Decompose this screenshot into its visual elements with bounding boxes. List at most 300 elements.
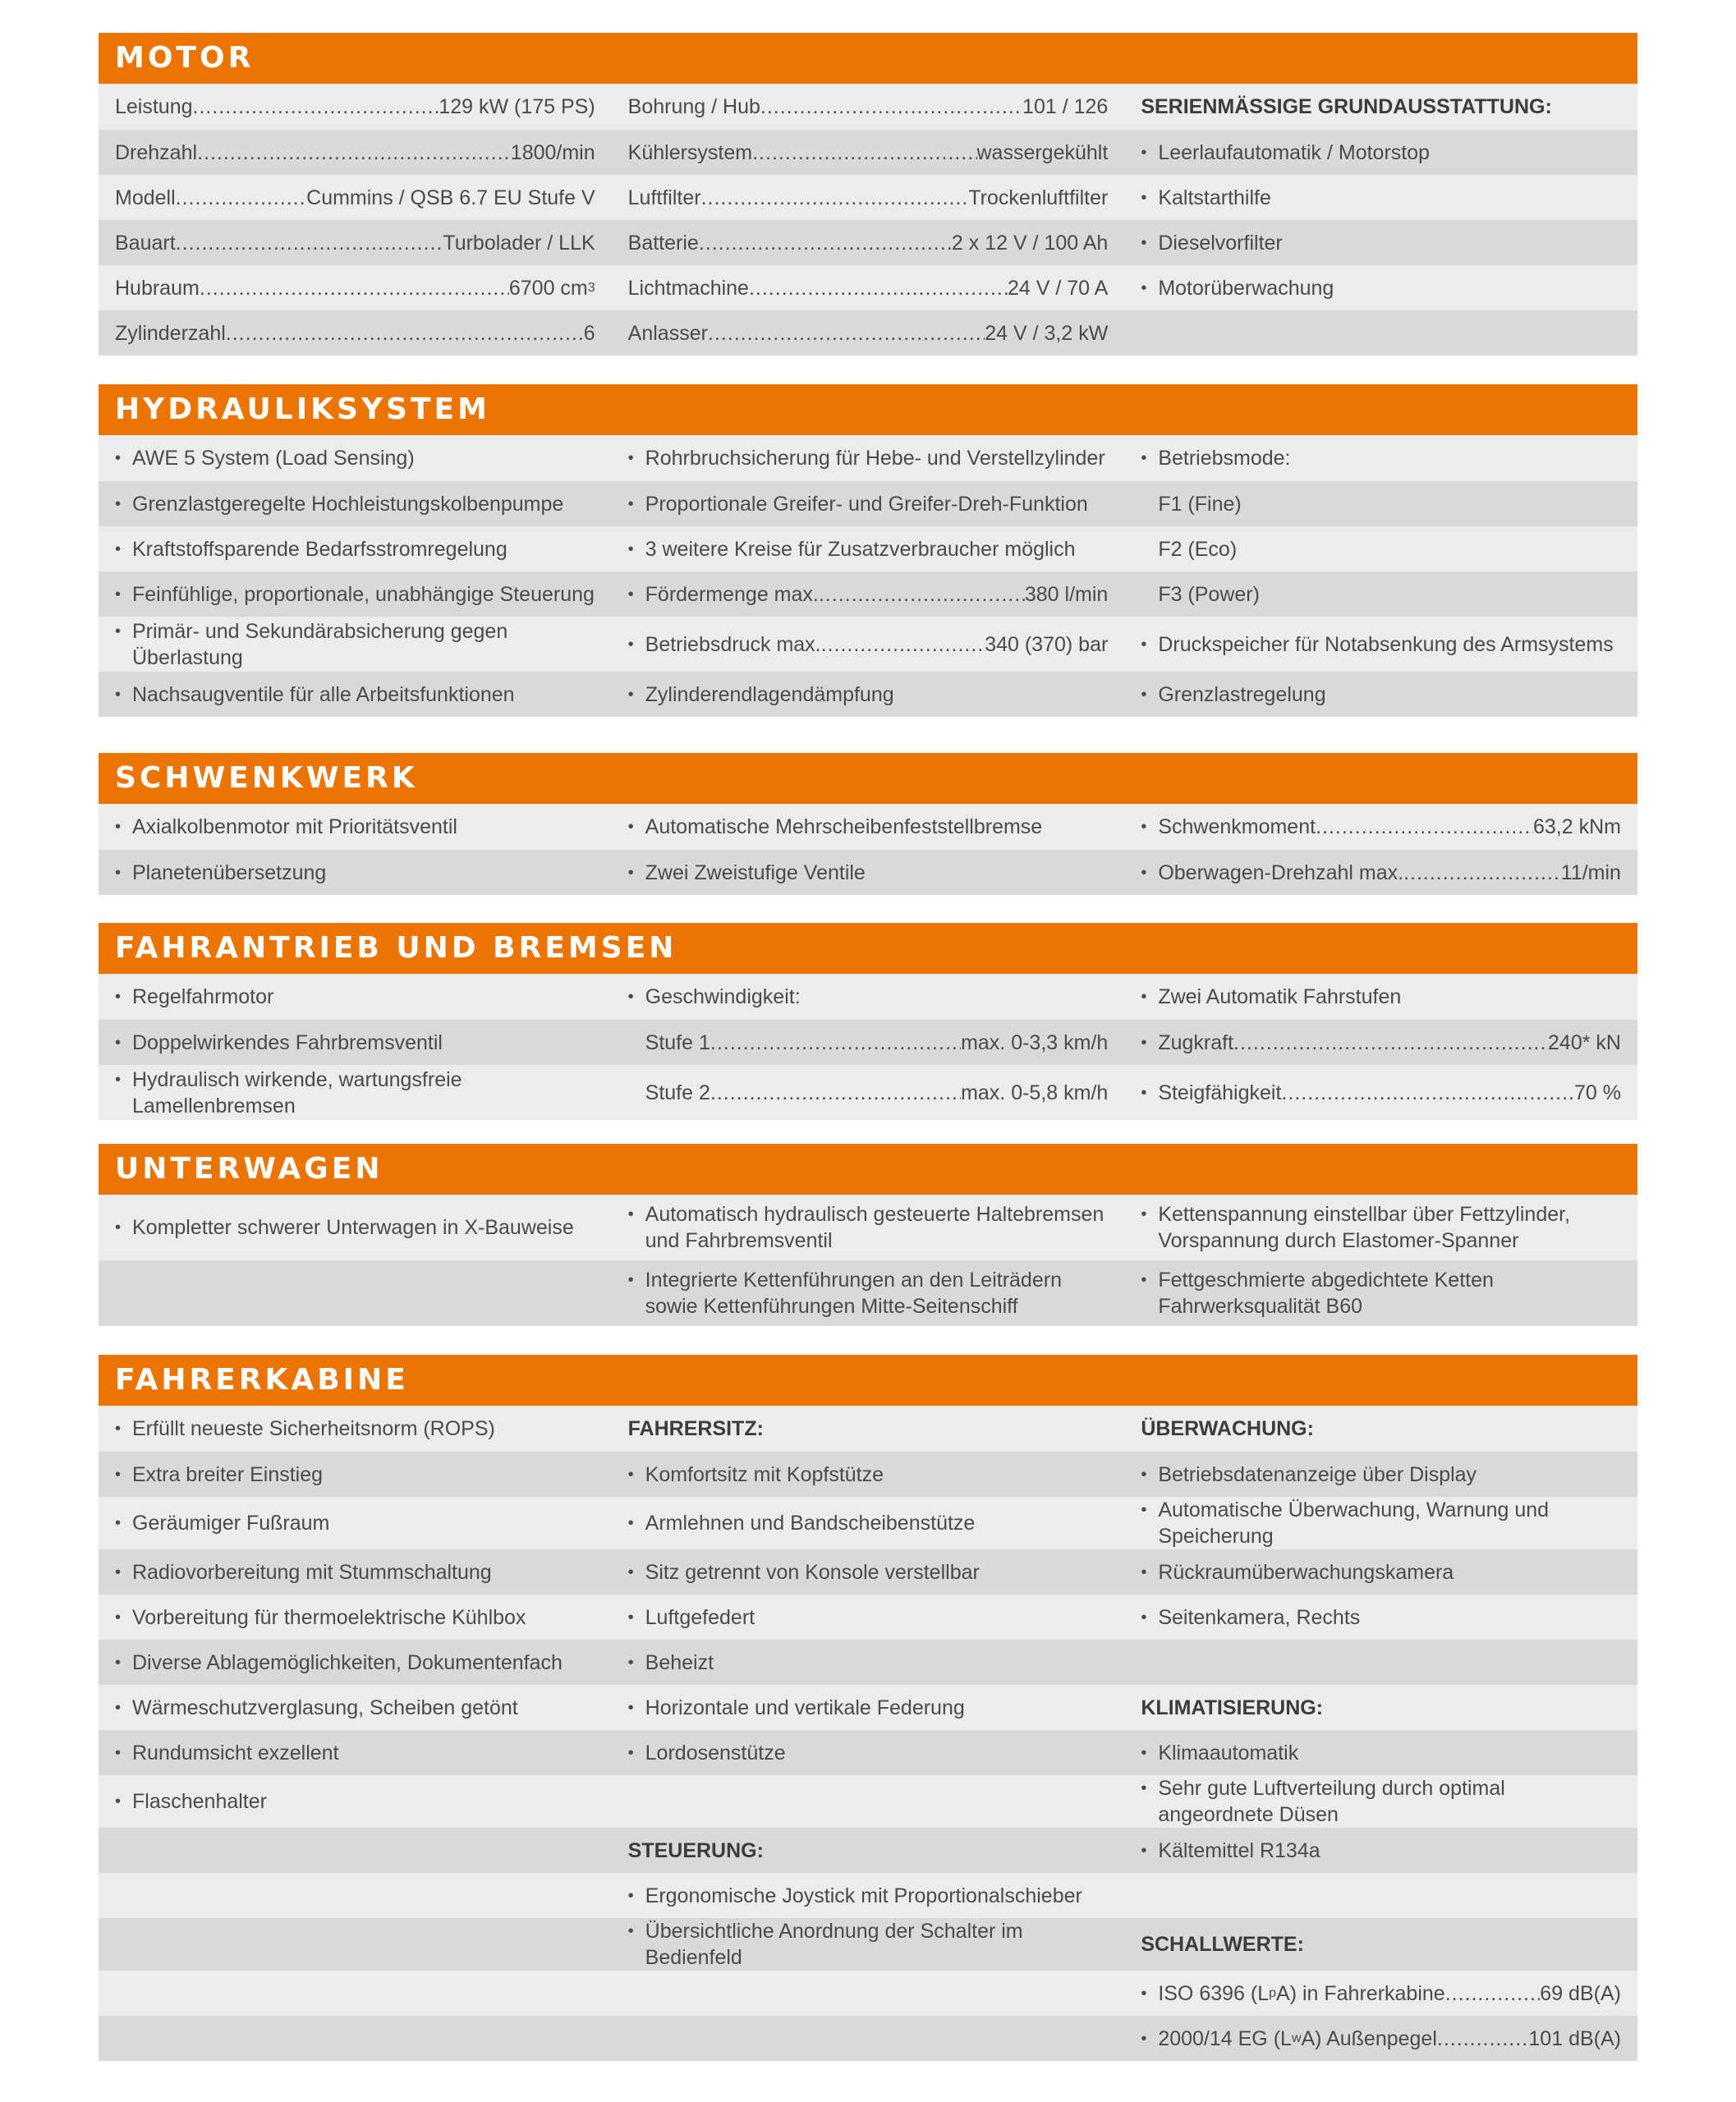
dot-leader	[1281, 1080, 1574, 1106]
spec-text: 129 kW (175 PS)	[439, 95, 595, 118]
spec-text: 70 %	[1573, 1081, 1621, 1104]
spec-text: Extra breiter Einstieg	[132, 1462, 324, 1486]
spec-text: Luftfilter	[627, 186, 701, 209]
table-cell	[1124, 1971, 1637, 2016]
list-item	[628, 445, 1109, 471]
dot-leader	[749, 275, 1008, 301]
spec-text: Dieselvorfilter	[1158, 231, 1283, 255]
table-cell	[612, 435, 1125, 481]
bullet-icon: •	[115, 449, 122, 467]
spec-pair	[115, 230, 595, 256]
bullet-icon: •	[627, 1653, 634, 1672]
spec-text: 101 / 126	[1022, 95, 1109, 118]
spec-text: Diverse Ablagemöglichkeiten, Dokumentenfach	[132, 1650, 563, 1674]
bullet-icon: •	[627, 1514, 634, 1532]
spec-pair	[628, 581, 1109, 608]
bullet-icon: •	[627, 1271, 634, 1289]
spec-text: Anlasser	[627, 321, 708, 345]
spec-text: Doppelwirkendes Fahrbremsventil	[132, 1030, 443, 1054]
table-cell	[99, 526, 612, 571]
table-cell	[612, 481, 1125, 526]
bullet-icon: •	[627, 988, 634, 1006]
table-row	[99, 435, 1637, 481]
spec-text: Klimaautomatik	[1158, 1741, 1299, 1765]
table-cell	[99, 1065, 612, 1120]
table-row	[99, 1685, 1637, 1730]
bullet-icon: •	[115, 988, 122, 1006]
table-cell	[1124, 1873, 1637, 1918]
spec-text: Wärmeschutzverglasung, Scheiben getönt	[132, 1696, 518, 1719]
column-heading: SCHALLWERTE:	[1141, 1933, 1304, 1956]
table-cell	[1124, 850, 1637, 895]
list-item	[115, 1788, 595, 1815]
spec-pair	[628, 94, 1109, 120]
list-item	[115, 491, 595, 517]
table-row	[99, 1918, 1637, 1971]
spec-pair	[628, 275, 1109, 301]
spec-text: Radiovorbereitung mit Stummschaltung	[132, 1560, 492, 1584]
bullet-icon: •	[115, 1653, 122, 1672]
section-fahrerkabine	[99, 1355, 1637, 2061]
column-heading: ÜBERWACHUNG:	[1141, 1417, 1314, 1440]
spec-text: 340 (370) bar	[985, 632, 1109, 656]
bullet-icon: •	[1141, 1501, 1147, 1519]
table-cell	[99, 1452, 612, 1497]
table-cell	[99, 1640, 612, 1685]
section-fahrantrieb	[99, 923, 1637, 1120]
table-cell	[1124, 974, 1637, 1020]
table-cell: F1 (Fine)	[1158, 492, 1242, 516]
spec-pair	[115, 320, 595, 347]
table-row	[99, 672, 1637, 717]
list-item	[115, 1740, 595, 1766]
spec-pair	[1141, 814, 1621, 840]
spec-text: Bohrung / Hub	[627, 95, 760, 118]
table-cell	[612, 1452, 1125, 1497]
table-cell	[612, 1873, 1125, 1918]
section-title: MOTOR	[99, 33, 1637, 84]
bullet-icon: •	[115, 539, 122, 558]
spec-text: Flaschenhalter	[132, 1790, 267, 1813]
spec-text: 3 weitere Kreise für Zusatzverbraucher möglich	[645, 537, 1076, 561]
spec-text: max. 0-3,3 km/h	[961, 1030, 1109, 1054]
bullet-icon: •	[1141, 1779, 1147, 1797]
table-cell	[612, 220, 1125, 265]
dot-leader	[1233, 1030, 1548, 1056]
table-cell: F3 (Power)	[1158, 582, 1260, 606]
table-row	[99, 1452, 1637, 1497]
table-cell	[99, 617, 612, 672]
spec-text: Drehzahl	[115, 140, 198, 164]
spec-text: AWE 5 System (Load Sensing)	[132, 447, 415, 470]
dot-leader	[1437, 2026, 1529, 2052]
table-row	[99, 571, 1637, 617]
table-row	[99, 1549, 1637, 1595]
spec-pair	[115, 185, 595, 211]
spec-text: Axialkolbenmotor mit Prioritätsventil	[132, 815, 457, 838]
dot-leader	[1445, 1980, 1541, 2007]
table-row	[99, 1260, 1637, 1326]
spec-text: Grenzlastregelung	[1158, 682, 1326, 706]
list-item	[115, 814, 595, 840]
bullet-icon: •	[1141, 233, 1147, 252]
list-item	[628, 814, 1109, 840]
bullet-icon: •	[115, 622, 122, 640]
table-row	[99, 1065, 1637, 1120]
table-row	[99, 1775, 1637, 1828]
table-cell	[1124, 220, 1637, 265]
table-cell	[612, 850, 1125, 895]
spec-text: Zylinderendlagendämpfung	[645, 682, 894, 706]
bullet-icon: •	[1141, 278, 1147, 297]
bullet-icon: •	[115, 1219, 122, 1237]
list-item	[628, 984, 1109, 1010]
list-item	[1141, 631, 1621, 658]
section-hydraulik	[99, 384, 1637, 717]
bullet-icon: •	[115, 1070, 122, 1089]
dot-leader	[193, 94, 439, 120]
spec-text: 1800/min	[510, 140, 595, 164]
spec-text: Zylinderzahl	[115, 321, 226, 345]
table-cell	[99, 974, 612, 1020]
column-heading: SERIENMÄSSIGE GRUNDAUSSTATTUNG:	[1141, 95, 1552, 118]
spec-text: 11/min	[1560, 861, 1621, 884]
table-row	[99, 1406, 1637, 1452]
table-cell	[99, 1918, 612, 1971]
spec-text: Geräumiger Fußraum	[132, 1512, 330, 1535]
table-cell	[1124, 1595, 1637, 1640]
spec-text: 3	[587, 280, 595, 295]
list-item	[115, 860, 595, 886]
bullet-icon: •	[1141, 1841, 1147, 1860]
spec-text: A) Außenpegel	[1301, 2026, 1437, 2050]
table-row	[99, 1971, 1637, 2016]
table-cell	[1124, 1497, 1637, 1549]
table-cell	[99, 850, 612, 895]
table-cell	[1124, 1195, 1637, 1260]
table-cell	[612, 1640, 1125, 1685]
table-cell	[612, 130, 1125, 175]
spec-text: Stufe 1	[645, 1030, 710, 1054]
spec-pair	[645, 1080, 1109, 1106]
spec-text: Integrierte Kettenführungen an den Leiträdern sowie Kettenführungen Mitte-Seitenschiff	[645, 1269, 1062, 1318]
list-item	[628, 1510, 1109, 1536]
dot-leader	[200, 275, 509, 301]
table-cell	[1124, 1549, 1637, 1595]
table-cell	[1124, 175, 1637, 220]
bullet-icon: •	[1141, 988, 1147, 1006]
table-cell	[99, 1775, 612, 1828]
column-heading: KLIMATISIERUNG:	[1141, 1696, 1324, 1719]
table-cell	[99, 1195, 612, 1260]
table-cell	[99, 1730, 612, 1775]
spec-text: Kältemittel R134a	[1158, 1838, 1320, 1862]
spec-text: Bauart	[115, 231, 176, 255]
table-cell	[612, 1260, 1125, 1326]
table-cell	[1124, 617, 1637, 672]
spec-text: Cummins / QSB 6.7 EU Stufe V	[306, 186, 595, 209]
table-cell	[612, 265, 1125, 310]
dot-leader	[226, 320, 584, 347]
table-row	[99, 617, 1637, 672]
bullet-icon: •	[627, 635, 634, 654]
table-cell	[99, 1549, 612, 1595]
spec-text: Zwei Zweistufige Ventile	[645, 861, 866, 884]
list-item	[115, 682, 595, 708]
list-item	[1141, 984, 1621, 1010]
spec-text: Steigfähigkeit	[1158, 1081, 1282, 1104]
spec-text: Modell	[115, 186, 176, 209]
table-cell	[612, 2016, 1125, 2061]
bullet-icon: •	[1141, 1563, 1147, 1581]
bullet-icon: •	[115, 1792, 122, 1811]
dot-leader	[821, 631, 985, 658]
dot-leader	[1316, 814, 1533, 840]
bullet-icon: •	[115, 1743, 122, 1762]
spec-text: p	[1269, 1985, 1277, 2000]
spec-text: Rohrbruchsicherung für Hebe- und Verstellzylinder	[645, 447, 1105, 470]
list-item	[115, 618, 595, 671]
bullet-icon: •	[627, 818, 634, 836]
table-cell	[1124, 1775, 1637, 1828]
bullet-icon: •	[115, 494, 122, 513]
spec-text: 240* kN	[1548, 1030, 1621, 1054]
table-cell	[612, 1971, 1125, 2016]
spec-text: Grenzlastgeregelte Hochleistungskolbenpumpe	[132, 492, 564, 516]
dot-leader	[176, 185, 306, 211]
list-item	[115, 445, 595, 471]
spec-text: Schwenkmoment	[1158, 815, 1316, 838]
table-cell	[612, 1497, 1125, 1549]
table-row	[99, 1020, 1637, 1065]
table-cell	[99, 1873, 612, 1918]
dot-leader	[819, 581, 1025, 608]
list-item	[115, 1510, 595, 1536]
spec-text: Hubraum	[115, 276, 200, 300]
list-item	[628, 682, 1109, 708]
section-schwenkwerk	[99, 753, 1637, 895]
spec-text: 101 dB(A)	[1528, 2026, 1621, 2050]
spec-text: Armlehnen und Bandscheibenstütze	[645, 1512, 976, 1535]
spec-text: Druckspeicher für Notabsenkung des Armsystems	[1158, 632, 1614, 656]
table-cell	[99, 571, 612, 617]
spec-pair	[1141, 1080, 1621, 1106]
table-cell: F2 (Eco)	[1158, 537, 1238, 561]
section-title: FAHRERKABINE	[99, 1355, 1637, 1406]
spec-text: Turbolader / LLK	[443, 231, 595, 255]
list-item	[1141, 1775, 1621, 1828]
bullet-icon: •	[115, 1420, 122, 1438]
table-row	[99, 175, 1637, 220]
bullet-icon: •	[1141, 818, 1147, 836]
bullet-icon: •	[627, 539, 634, 558]
spec-text: Betriebsdruck max.	[645, 632, 821, 656]
table-cell	[1124, 1730, 1637, 1775]
list-item	[115, 1695, 595, 1721]
list-item	[628, 1604, 1109, 1631]
spec-text: Lordosenstütze	[645, 1741, 786, 1765]
list-item	[115, 536, 595, 562]
bullet-icon: •	[115, 1698, 122, 1717]
list-item	[628, 491, 1109, 517]
table-row	[99, 220, 1637, 265]
table-cell	[612, 310, 1125, 356]
bullet-icon: •	[627, 1465, 634, 1484]
bullet-icon: •	[115, 1608, 122, 1627]
table-cell	[612, 526, 1125, 571]
section-unterwagen	[99, 1144, 1637, 1326]
table-row	[99, 804, 1637, 850]
table-cell	[1124, 1065, 1637, 1120]
list-item	[628, 1267, 1109, 1319]
list-item	[628, 1918, 1109, 1971]
spec-text: Oberwagen-Drehzahl max.	[1158, 861, 1404, 884]
bullet-icon: •	[627, 1698, 634, 1717]
list-item	[628, 1462, 1109, 1488]
list-item	[1141, 230, 1621, 256]
spec-text: 6	[583, 321, 595, 345]
bullet-icon: •	[115, 585, 122, 604]
spec-text: Kaltstarthilfe	[1158, 186, 1271, 209]
table-cell	[612, 804, 1125, 850]
spec-text: w	[1291, 2031, 1302, 2045]
spec-text: Sitz getrennt von Konsole verstellbar	[645, 1560, 980, 1584]
list-item	[1141, 1462, 1621, 1488]
spec-pair	[1141, 1980, 1621, 2007]
table-cell	[612, 84, 1125, 130]
table-cell	[99, 1020, 612, 1065]
table-cell	[1124, 1260, 1637, 1326]
list-item	[1141, 1497, 1621, 1549]
list-item	[1141, 275, 1621, 301]
spec-pair	[115, 140, 595, 166]
bullet-icon: •	[1141, 1743, 1147, 1762]
table-row	[99, 481, 1637, 526]
spec-text: Sehr gute Luftverteilung durch optimal angeordnete Düsen	[1158, 1777, 1505, 1826]
table-cell	[1124, 310, 1637, 356]
table-row	[99, 850, 1637, 895]
spec-text: Kettenspannung einstellbar über Fettzylinder, Vorspannung durch Elastomer-Spanner	[1158, 1203, 1571, 1252]
dot-leader	[760, 94, 1022, 120]
table-cell	[99, 2016, 612, 2061]
table-cell	[99, 672, 612, 717]
list-item	[1141, 445, 1621, 471]
table-row	[99, 1828, 1637, 1873]
table-cell	[99, 435, 612, 481]
table-row	[99, 310, 1637, 356]
table-cell	[99, 1406, 612, 1452]
spec-pair	[115, 94, 595, 120]
spec-text: Übersichtliche Anordnung der Schalter im Bedienfeld	[645, 1920, 1023, 1969]
spec-text: Seitenkamera, Rechts	[1158, 1605, 1361, 1629]
table-cell	[99, 804, 612, 850]
bullet-icon: •	[1141, 1984, 1147, 2003]
list-item	[115, 1214, 595, 1241]
table-cell	[99, 481, 612, 526]
list-item	[1141, 1559, 1621, 1586]
spec-text: 63,2 kNm	[1532, 815, 1621, 838]
table-cell	[1124, 672, 1637, 717]
spec-text: Leerlaufautomatik / Motorstop	[1158, 140, 1431, 164]
spec-pair	[628, 631, 1109, 658]
bullet-icon: •	[1141, 1205, 1147, 1223]
table-cell	[1124, 1452, 1637, 1497]
table-cell	[99, 1685, 612, 1730]
bullet-icon: •	[115, 685, 122, 704]
spec-text: Komfortsitz mit Kopfstütze	[645, 1462, 884, 1486]
spec-text: Fördermenge max.	[645, 582, 819, 606]
section-title: UNTERWAGEN	[99, 1144, 1637, 1195]
spec-text: Primär- und Sekundärabsicherung gegen Überlastung	[132, 619, 508, 669]
table-row	[99, 1195, 1637, 1260]
table-cell	[612, 672, 1125, 717]
spec-text: Batterie	[627, 231, 699, 255]
list-item	[1141, 140, 1621, 166]
list-item	[115, 581, 595, 608]
spec-text: Nachsaugventile für alle Arbeitsfunktionen	[132, 682, 515, 706]
dot-leader	[699, 230, 952, 256]
table-cell	[1124, 435, 1637, 481]
table-cell	[1124, 2016, 1637, 2061]
spec-text: 2 x 12 V / 100 Ah	[951, 231, 1109, 255]
list-item	[628, 1201, 1109, 1254]
table-cell	[99, 220, 612, 265]
dot-leader	[752, 140, 976, 166]
spec-text: Kühlersystem	[627, 140, 753, 164]
dot-leader	[701, 185, 969, 211]
column-heading: FAHRERSITZ:	[627, 1417, 764, 1440]
list-item	[628, 1650, 1109, 1676]
spec-text: Rundumsicht exzellent	[132, 1741, 339, 1765]
table-cell	[99, 1260, 612, 1326]
bullet-icon: •	[1141, 1608, 1147, 1627]
dot-leader	[197, 140, 511, 166]
table-cell	[612, 1775, 1125, 1828]
spec-text: Betriebsmode:	[1158, 447, 1291, 470]
table-cell	[612, 1549, 1125, 1595]
list-item	[628, 1883, 1109, 1909]
table-cell	[1124, 265, 1637, 310]
table-cell	[99, 1828, 612, 1873]
table-cell	[612, 571, 1125, 617]
table-cell	[1124, 1640, 1637, 1685]
spec-text: A) in Fahrerkabine	[1276, 1981, 1445, 2005]
dot-leader	[710, 1030, 961, 1056]
bullet-icon: •	[627, 1886, 634, 1905]
bullet-icon: •	[115, 1465, 122, 1484]
list-item	[1141, 1604, 1621, 1631]
list-item	[115, 1650, 595, 1676]
bullet-icon: •	[1141, 2029, 1147, 2048]
bullet-icon: •	[1141, 143, 1147, 162]
spec-text: Rückraumüberwachungskamera	[1158, 1560, 1454, 1584]
bullet-icon: •	[627, 863, 634, 882]
spec-text: 24 V / 70 A	[1007, 276, 1109, 300]
list-item	[1141, 1740, 1621, 1766]
list-item	[115, 1462, 595, 1488]
list-item	[628, 860, 1109, 886]
table-row	[99, 265, 1637, 310]
spec-text: Hydraulisch wirkende, wartungsfreie Lamellenbremsen	[132, 1067, 462, 1118]
list-item	[115, 984, 595, 1010]
bullet-icon: •	[627, 1205, 634, 1223]
table-cell	[99, 84, 612, 130]
spec-text: Kompletter schwerer Unterwagen in X-Bauweise	[132, 1216, 574, 1239]
table-cell	[99, 1595, 612, 1640]
list-item	[115, 1416, 595, 1442]
list-item	[1141, 682, 1621, 708]
spec-text: Automatische Mehrscheibenfeststellbremse	[645, 815, 1043, 838]
